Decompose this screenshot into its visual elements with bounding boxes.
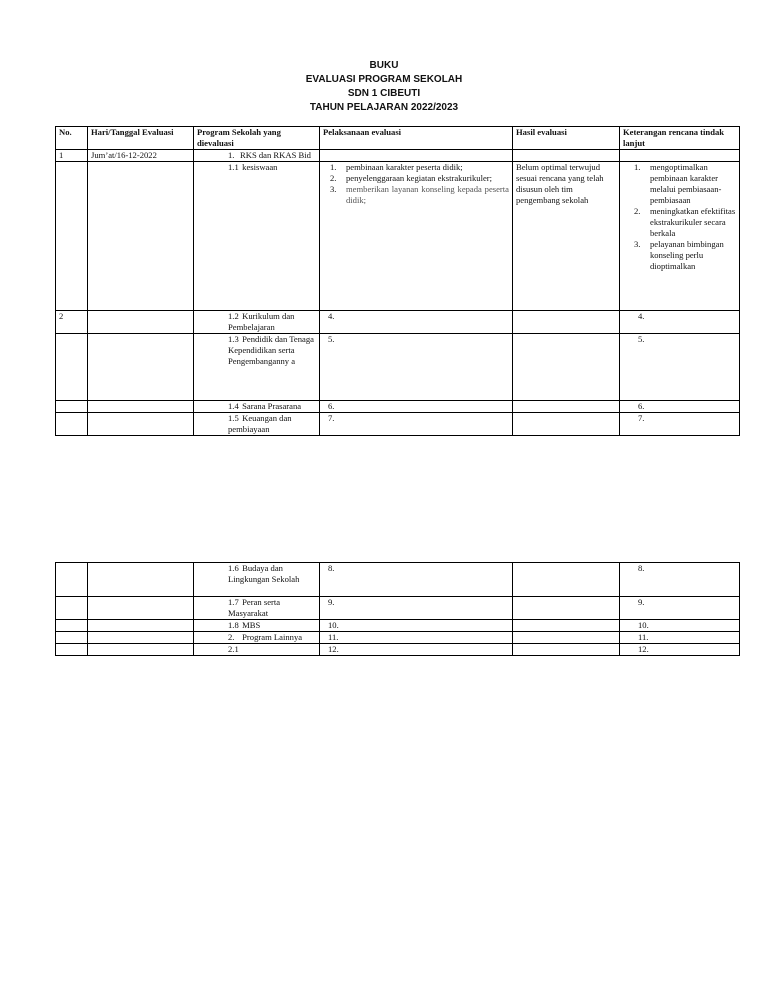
- item-text: mengoptimalkan pembinaan karakter melalui pembiasaan-pembiasaan: [650, 162, 722, 205]
- sub-number: 2.1: [228, 644, 239, 654]
- program-label: RKS dan RKAS Bid: [240, 150, 311, 160]
- table-row: [56, 644, 740, 656]
- list-item: [330, 173, 509, 184]
- sub-number: 1.1: [228, 162, 239, 172]
- cell-no: [56, 620, 88, 632]
- sub-label: Keuangan dan pembiayaan: [228, 413, 292, 434]
- cell-no: [56, 632, 88, 644]
- table-header-row: [56, 127, 740, 150]
- cell-pelaksanaan: 5.: [320, 334, 513, 401]
- col-header-pelaksanaan: Pelaksanaan evaluasi: [320, 127, 513, 150]
- cell-date: [88, 413, 194, 436]
- cell-no: 1: [56, 150, 88, 162]
- table-row: [56, 413, 740, 436]
- cell-date: [88, 563, 194, 597]
- item-number: 3.: [634, 239, 641, 249]
- cell-program: [194, 563, 320, 597]
- list-item: [330, 162, 509, 173]
- table-row: [56, 401, 740, 413]
- sub-label: Budaya dan Lingkungan Sekolah: [228, 563, 300, 584]
- cell-date: [88, 311, 194, 334]
- cell-program: [194, 401, 320, 413]
- sub-number: 1.3: [228, 334, 239, 344]
- doc-title-line-2: EVALUASI PROGRAM SEKOLAH: [305, 74, 463, 85]
- cell-pelaksanaan: 8.: [320, 563, 513, 597]
- cell-hasil: [513, 413, 620, 436]
- cell-keterangan: 12.: [620, 644, 740, 656]
- cell-hasil: [513, 401, 620, 413]
- sub-label: MBS: [242, 620, 261, 630]
- table-row: [56, 334, 740, 401]
- evaluation-table-part-2: [55, 562, 740, 656]
- cell-hasil: [513, 563, 620, 597]
- item-number: 3.: [330, 184, 337, 194]
- cell-date: [88, 162, 194, 311]
- cell-no: [56, 162, 88, 311]
- cell-date: [88, 632, 194, 644]
- sub-number: 1.4: [228, 401, 239, 411]
- cell-pelaksanaan: 4.: [320, 311, 513, 334]
- cell-pelaksanaan: 12.: [320, 644, 513, 656]
- cell-hasil: [513, 632, 620, 644]
- col-header-program: Program Sekolah yang dievaluasi: [194, 127, 320, 150]
- col-header-date: Hari/Tanggal Evaluasi: [88, 127, 194, 150]
- cell-program: [194, 632, 320, 644]
- doc-title-line-3: SDN 1 CIBEUTI: [347, 88, 421, 99]
- item-number: 1.: [634, 162, 641, 172]
- cell-hasil: [513, 150, 620, 162]
- table-row: [56, 563, 740, 597]
- cell-pelaksanaan: 6.: [320, 401, 513, 413]
- cell-date: [88, 597, 194, 620]
- cell-hasil: [513, 620, 620, 632]
- cell-keterangan: 11.: [620, 632, 740, 644]
- list-item: [330, 184, 509, 206]
- cell-keterangan: 8.: [620, 563, 740, 597]
- cell-pelaksanaan: 11.: [320, 632, 513, 644]
- sub-label: Kurikulum dan Pembelajaran: [228, 311, 295, 332]
- cell-date: [88, 401, 194, 413]
- cell-program: [194, 597, 320, 620]
- cell-keterangan: 6.: [620, 401, 740, 413]
- cell-pelaksanaan: [320, 150, 513, 162]
- sub-number: 1.2: [228, 311, 239, 321]
- sub-label: Peran serta Masyarakat: [228, 597, 281, 618]
- sub-number: 2.: [228, 632, 235, 642]
- cell-no: [56, 563, 88, 597]
- doc-title-line-4: TAHUN PELAJARAN 2022/2023: [309, 102, 459, 113]
- cell-program: [194, 644, 320, 656]
- sub-number: 1.8: [228, 620, 239, 630]
- cell-keterangan: 7.: [620, 413, 740, 436]
- list-item: [634, 206, 736, 239]
- table-row: [56, 150, 740, 162]
- cell-hasil: Belum optimal terwujud sesuai rencana yang telah disusun oleh tim pengembang sekolah: [513, 162, 620, 311]
- item-text: meningkatkan efektifitas ekstrakurikuler secara berkala: [650, 206, 736, 238]
- cell-keterangan: 9.: [620, 597, 740, 620]
- item-number: 2.: [330, 173, 337, 183]
- item-text: penyelenggaraan kegiatan ekstrakurikuler;: [346, 173, 493, 183]
- cell-keterangan: 5.: [620, 334, 740, 401]
- program-number: 1.: [228, 150, 235, 160]
- cell-hasil: [513, 597, 620, 620]
- col-header-hasil: Hasil evaluasi: [513, 127, 620, 150]
- cell-date: [88, 620, 194, 632]
- cell-keterangan: [620, 162, 740, 311]
- cell-hasil: [513, 311, 620, 334]
- table-row: [56, 162, 740, 311]
- table-row: [56, 597, 740, 620]
- sub-label: Pendidik dan Tenaga Kependidikan serta Pengembanganny a: [228, 334, 314, 366]
- cell-no: [56, 334, 88, 401]
- sub-number: 1.6: [228, 563, 239, 573]
- cell-program: [194, 620, 320, 632]
- cell-keterangan: [620, 150, 740, 162]
- sub-label: Program Lainnya: [242, 632, 303, 642]
- item-number: 2.: [634, 206, 641, 216]
- cell-program: [194, 413, 320, 436]
- evaluation-table-part-1: [55, 126, 740, 436]
- cell-pelaksanaan: 10.: [320, 620, 513, 632]
- cell-program: [194, 150, 320, 162]
- cell-program: [194, 334, 320, 401]
- cell-date: [88, 334, 194, 401]
- cell-keterangan: 10.: [620, 620, 740, 632]
- cell-program: [194, 311, 320, 334]
- cell-program: [194, 162, 320, 311]
- col-header-no: No.: [56, 127, 88, 150]
- cell-no: [56, 413, 88, 436]
- cell-hasil: [513, 644, 620, 656]
- cell-no: [56, 401, 88, 413]
- cell-date: [88, 644, 194, 656]
- doc-title-line-1: BUKU: [369, 60, 399, 71]
- table-row: [56, 620, 740, 632]
- cell-no: 2: [56, 311, 88, 334]
- sub-label: kesiswaan: [242, 162, 278, 172]
- item-text: memberikan layanan konseling kepada peserta didik;: [346, 184, 509, 205]
- table-row: [56, 632, 740, 644]
- list-item: [634, 239, 736, 272]
- cell-pelaksanaan: 7.: [320, 413, 513, 436]
- item-text: pelayanan bimbingan konseling perlu dioptimalkan: [650, 239, 724, 271]
- list-item: [634, 162, 736, 206]
- item-text: pembinaan karakter peserta didik;: [346, 162, 463, 172]
- cell-pelaksanaan: [320, 162, 513, 311]
- item-number: 1.: [330, 162, 337, 172]
- cell-keterangan: 4.: [620, 311, 740, 334]
- sub-number: 1.5: [228, 413, 239, 423]
- cell-no: [56, 644, 88, 656]
- sub-number: 1.7: [228, 597, 239, 607]
- col-header-keterangan: Keterangan rencana tindak lanjut: [620, 127, 740, 150]
- cell-pelaksanaan: 9.: [320, 597, 513, 620]
- cell-date: Jum’at/16-12-2022: [88, 150, 194, 162]
- cell-no: [56, 597, 88, 620]
- sub-label: Sarana Prasarana: [242, 401, 302, 411]
- table-row: [56, 311, 740, 334]
- cell-hasil: [513, 334, 620, 401]
